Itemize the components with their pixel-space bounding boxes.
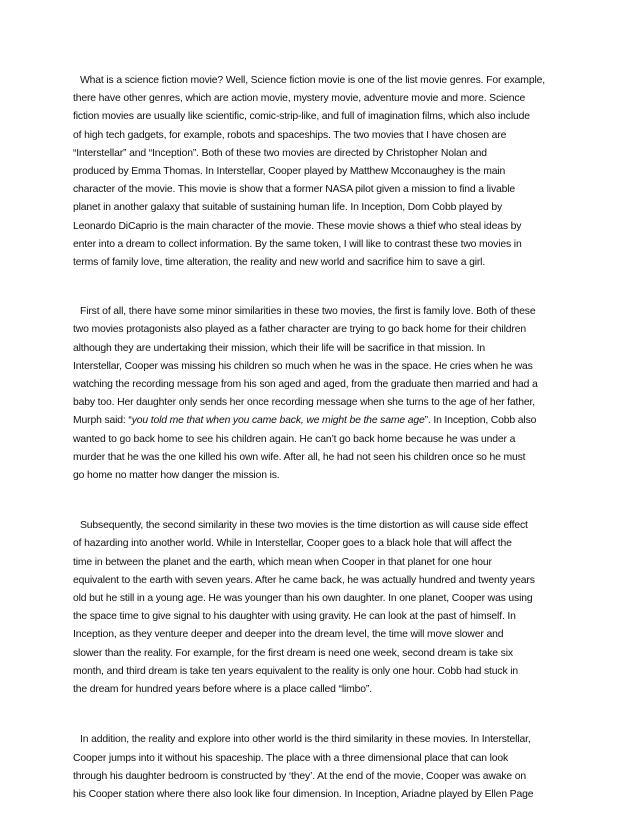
text-line: character of the movie. This movie is show that a former NASA pilot given a mission to find a livable (73, 184, 516, 196)
text-line: produced by Emma Thomas. In Interstellar, Cooper played by Matthew Mcconaughey is the main (73, 166, 506, 178)
italic-quote: you told me that when you came back, we might be the same age (131, 415, 425, 427)
text-line: equivalent to the earth with seven years. After he came back, he was actually hundred and twenty years (73, 574, 535, 586)
text-line: old but he still in a young age. He was younger than his own daughter. In one planet, Cooper was using (73, 593, 533, 605)
text-line: there have other genres, which are action movie, mystery movie, adventure movie and more. Science (73, 93, 526, 105)
text-line: slower than the reality. For example, for the first dream is need one week, second dream is take six (73, 647, 513, 659)
text-line: Interstellar, Cooper was missing his children so much when he was in the space. He cries when he was (73, 360, 533, 372)
text-line: although they are undertaking their mission, which their life will be sacrifice in that mission. In (73, 342, 485, 354)
text-line: through his daughter bedroom is constructed by ‘they’. At the end of the movie, Cooper was awake on (73, 770, 527, 782)
text-line: baby too. Her daughter only sends her once recording message when she turns to the age of her father, (73, 397, 535, 409)
text-line: murder that he was the one killed his own wife. After all, he had not seen his children once so he must (73, 451, 526, 463)
text-line: In addition, the reality and explore into other world is the third similarity in these movies. In Interstellar, (80, 734, 531, 746)
paragraph-reality (73, 731, 572, 804)
text-line: Subsequently, the second similarity in these two movies is the time distortion as will cause side effect (80, 520, 528, 532)
text-line: watching the recording message from his son aged and aged, from the graduate then married and had a (73, 379, 538, 391)
paragraph-time-distortion (73, 517, 572, 699)
text-line: two movies protagonists also played as a father character are trying to go back home for their children (73, 324, 526, 336)
text-line: of high tech gadgets, for example, robots and spaceships. The two movies that I have chosen are (73, 129, 507, 141)
text-line: of hazarding into another world. While in Interstellar, Cooper goes to a black hole that will affect the (73, 538, 512, 550)
text-line: What is a science fiction movie? Well, Science fiction movie is one of the list movie genres. For example, (80, 75, 545, 86)
text-line: time in between the planet and the earth, which mean when Cooper in that planet for one hour (73, 556, 492, 568)
text-line: month, and third dream is take ten years equivalent to the reality is only one hour. Cobb had stuck in (73, 665, 519, 677)
text-line: “Interstellar” and “Inception”. Both of these two movies are directed by Christopher Nolan and (73, 147, 487, 159)
text-line: fiction movies are usually like scientific, comic-strip-like, and full of imagination films, which also include (73, 111, 530, 123)
text-line: wanted to go back home to see his children again. He can’t go back home because he was under a (73, 433, 516, 445)
paragraph-intro (73, 72, 572, 272)
quote-tail: ”. In Inception, Cobb also (424, 415, 537, 427)
text-line: First of all, there have some minor similarities in these two movies, the first is family love. Both of these (80, 306, 536, 318)
text-line: terms of family love, time alteration, the reality and new world and sacrifice him to save a girl. (73, 257, 486, 269)
text-line-with-quote (73, 412, 572, 430)
text-line: the space time to give signal to his daughter with using gravity. He can look at the past of himself. In (73, 611, 516, 623)
text-line: enter into a dream to collect information. By the same token, I will like to contrast these two movies in (73, 238, 522, 250)
text-line: his Cooper station where there also look like four dimension. In Inception, Ariadne played by Ellen Page (73, 788, 534, 800)
quote-lead-in: Murph said: “ (73, 415, 132, 427)
text-line: Inception, as they venture deeper and deeper into the dream level, the time will move slower and (73, 629, 504, 641)
text-line: planet in another galaxy that suitable of sustaining human life. In Inception, Dom Cobb played by (73, 202, 503, 214)
text-line: go home no matter how danger the mission is. (73, 470, 280, 482)
paragraph-family-love (73, 303, 572, 485)
text-line: the dream for hundred years before where is a place called “limbo”. (73, 684, 372, 696)
text-line: Cooper jumps into it without his spaceship. The place with a three dimensional place that can look (73, 752, 509, 764)
text-line: Leonardo DiCaprio is the main character of the movie. These movie shows a thief who steal ideas by (73, 220, 522, 232)
